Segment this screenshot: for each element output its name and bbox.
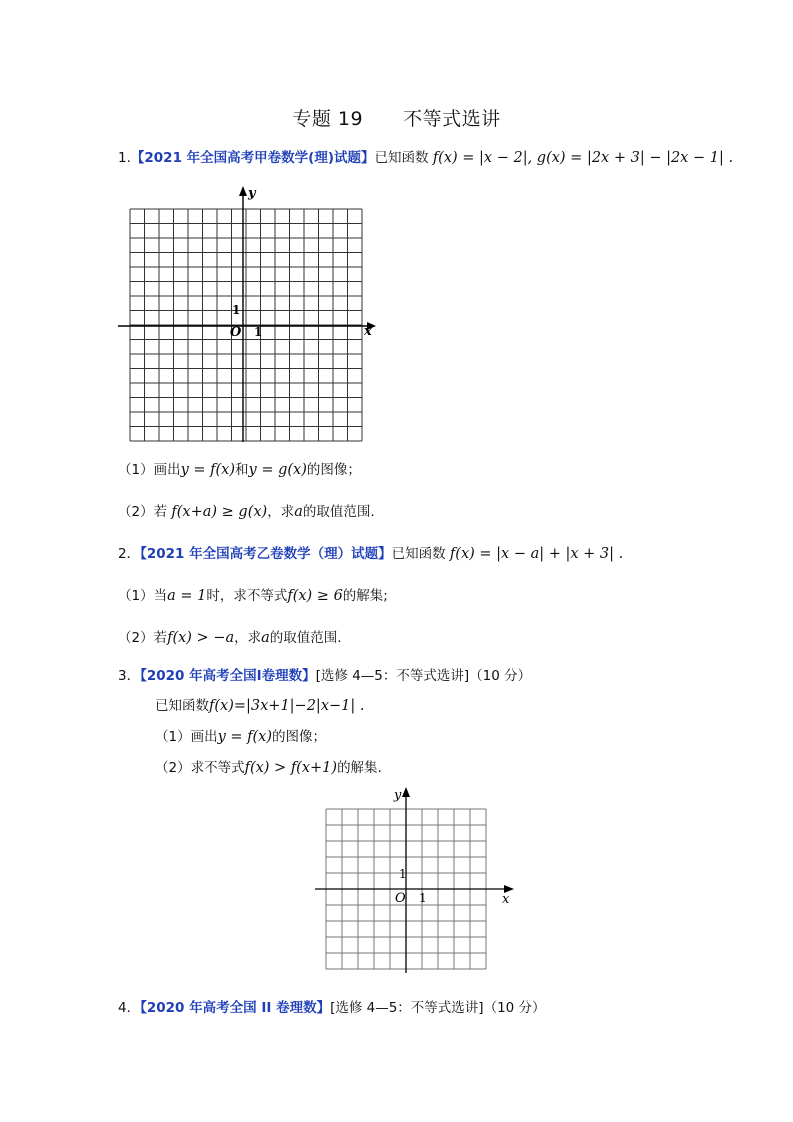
q4-tag: [选修 4—5：不等式选讲]（10 分） (330, 1000, 546, 1016)
q3-x-label: x (502, 892, 510, 907)
q1-y-one-label: 1 (232, 303, 241, 317)
q2-number: 2． (118, 546, 141, 562)
title-topic-number: 专题 19 (292, 108, 364, 130)
q1-y-label: y (248, 186, 256, 201)
q1-x-one-label: 1 (254, 325, 263, 339)
q1-coordinate-grid (118, 180, 388, 445)
q2-part2: （2）若f(x) > −a，求a的取值范围. (118, 630, 342, 646)
q3-origin-label: O (395, 891, 406, 906)
q3-coordinate-grid (312, 783, 522, 978)
q1-source: 【2021 年全国高考甲卷数学(理)试题】 (130, 150, 375, 166)
q1-x-label: x (364, 324, 372, 339)
q2-part1: （1）当a = 1时，求不等式f(x) ≥ 6的解集; (118, 588, 388, 604)
q1-number: 1. (118, 150, 131, 166)
q1-y-axis-arrow-icon (239, 186, 247, 196)
q1-formula: f(x) = |x − 2|, g(x) = |2x + 3| − |2x − 1| . (432, 150, 734, 166)
page-title (0, 104, 793, 131)
q3-intro-line: 已知函数f(x)=|3x+1|−2|x−1| . (155, 698, 365, 714)
q3-part2: （2）求不等式f(x) > f(x+1)的解集. (155, 760, 382, 776)
q3-formula: f(x)=|3x+1|−2|x−1| . (209, 698, 365, 714)
q3-y-axis-arrow-icon (402, 787, 410, 797)
q4-source: 【2020 年高考全国 II 卷理数】 (140, 1000, 331, 1016)
q3-stem (118, 667, 531, 685)
q3-part1: （1）画出y = f(x)的图像； (155, 729, 327, 745)
q3-tag: [选修 4—5：不等式选讲]（10 分） (315, 668, 532, 684)
title-topic-name: 不等式选讲 (403, 108, 501, 130)
q3-y-label: y (394, 788, 402, 803)
q2-stem (118, 545, 623, 563)
q1-origin-label: O (230, 325, 242, 340)
q4-stem (118, 999, 546, 1017)
q4-number: 4． (118, 1000, 141, 1016)
q1-part2: （2）若 f(x+a) ≥ g(x)，求a的取值范围. (118, 504, 375, 520)
q3-source: 【2020 年高考全国Ⅰ卷理数】 (140, 668, 316, 684)
q3-y-one-label: 1 (399, 867, 407, 881)
q3-x-one-label: 1 (419, 891, 427, 905)
q3-number: 3． (118, 668, 141, 684)
q1-stem (118, 149, 733, 167)
q2-formula: f(x) = |x − a| + |x + 3| . (449, 546, 624, 562)
q2-intro: 已知函数 (391, 546, 446, 562)
q1-intro: 已知函数 (374, 150, 429, 166)
q1-part1: （1）画出y = f(x)和y = g(x)的图像； (118, 462, 361, 478)
q2-source: 【2021 年全国高考乙卷数学（理）试题】 (140, 546, 392, 562)
